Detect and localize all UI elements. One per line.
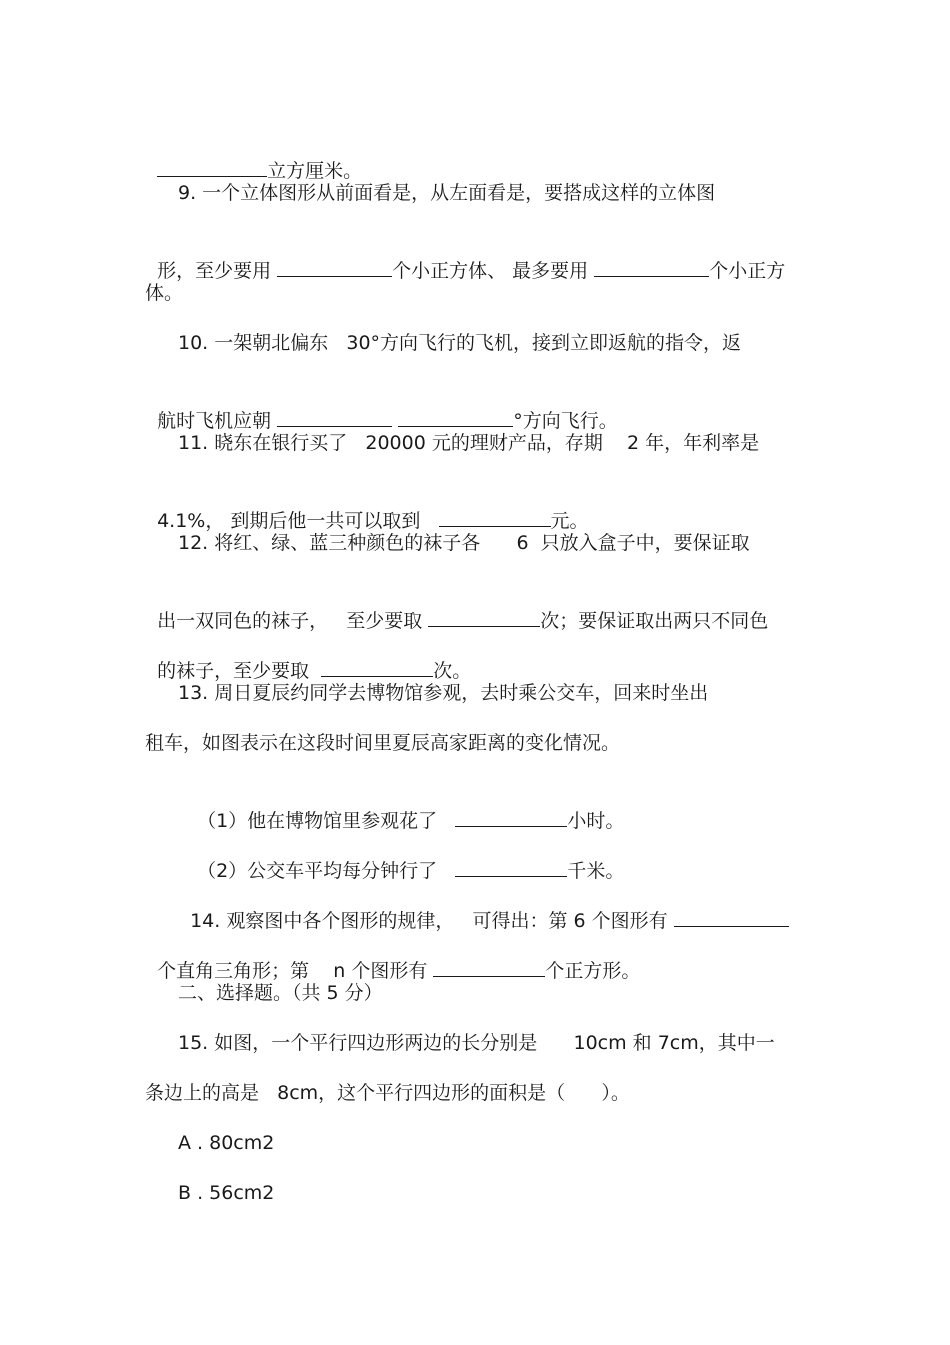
answer-blank[interactable] [439,506,551,527]
answer-blank[interactable] [398,406,513,427]
question-12-line-1: 12. 将红、绿、蓝三种颜色的袜子各 6 只放入盒子中，要保证取 [178,532,750,554]
answer-blank[interactable] [157,156,267,177]
text: 元。 [550,510,589,532]
question-10-line-1: 10. 一架朝北偏东 30°方向飞行的飞机，接到立即返航的指令，返 [178,332,742,354]
question-9-line-3: 体。 [145,282,184,304]
text: 个正方形。 [545,960,641,982]
question-13-part-2 [185,830,624,884]
text: （1）他在博物馆里参观花了 [197,810,456,832]
text: 航时飞机应朝 [157,410,278,432]
question-14-line-2 [145,930,640,984]
option-b[interactable]: B . 56cm2 [178,1182,275,1204]
question-11-line-2 [145,480,589,534]
answer-blank[interactable] [674,906,789,927]
section-heading: 二、选择题。（共 5 分） [178,982,383,1004]
text: 4.1%， 到期后他一共可以取到 [157,510,439,532]
text: 次。 [433,660,472,682]
answer-blank[interactable] [433,956,545,977]
question-15-line-2: 条边上的高是 8cm，这个平行四边形的面积是（ ）。 [145,1082,630,1104]
text: °方向飞行。 [513,410,618,432]
answer-blank[interactable] [455,806,567,827]
text: 千米。 [567,860,625,882]
text: 次；要保证取出两只不同色 [540,610,769,632]
answer-blank[interactable] [321,656,433,677]
question-12-line-2 [145,580,768,634]
text: 个直角三角形；第 n 个图形有 [157,960,434,982]
question-13-line-1: 13. 周日夏辰约同学去博物馆参观，去时乘公交车，回来时坐出 [178,682,709,704]
text: 立方厘米。 [267,160,363,182]
answer-blank[interactable] [277,256,392,277]
question-15-line-1: 15. 如图，一个平行四边形两边的长分别是 10cm 和 7cm，其中一 [178,1032,775,1054]
question-14-line-1 [178,880,789,934]
question-13-line-2: 租车，如图表示在这段时间里夏辰高家距离的变化情况。 [145,732,621,754]
text: 个小正方 [709,260,786,282]
text: 形，至少要用 [157,260,278,282]
answer-blank[interactable] [455,856,567,877]
text: （2）公交车平均每分钟行了 [197,860,456,882]
text: 14. 观察图中各个图形的规律， 可得出：第 6 个图形有 [190,910,674,932]
text: 的袜子，至少要取 [157,660,322,682]
question-10-line-2 [145,380,618,434]
question-12-line-3 [145,630,471,684]
question-9-line-2 [145,230,785,284]
question-13-part-1 [185,780,624,834]
text: 出一双同色的袜子， 至少要取 [157,610,429,632]
question-9-line-1: 9. 一个立体图形从前面看是，从左面看是，要搭成这样的立体图 [178,182,716,204]
text: 小时。 [567,810,625,832]
text: 个小正方体、 最多要用 [392,260,595,282]
answer-blank[interactable] [428,606,540,627]
answer-blank[interactable] [277,406,392,427]
answer-blank[interactable] [594,256,709,277]
answer-line-8 [145,130,362,184]
option-a[interactable]: A . 80cm2 [178,1132,275,1154]
question-11-line-1: 11. 晓东在银行买了 20000 元的理财产品，存期 2 年，年利率是 [178,432,760,454]
